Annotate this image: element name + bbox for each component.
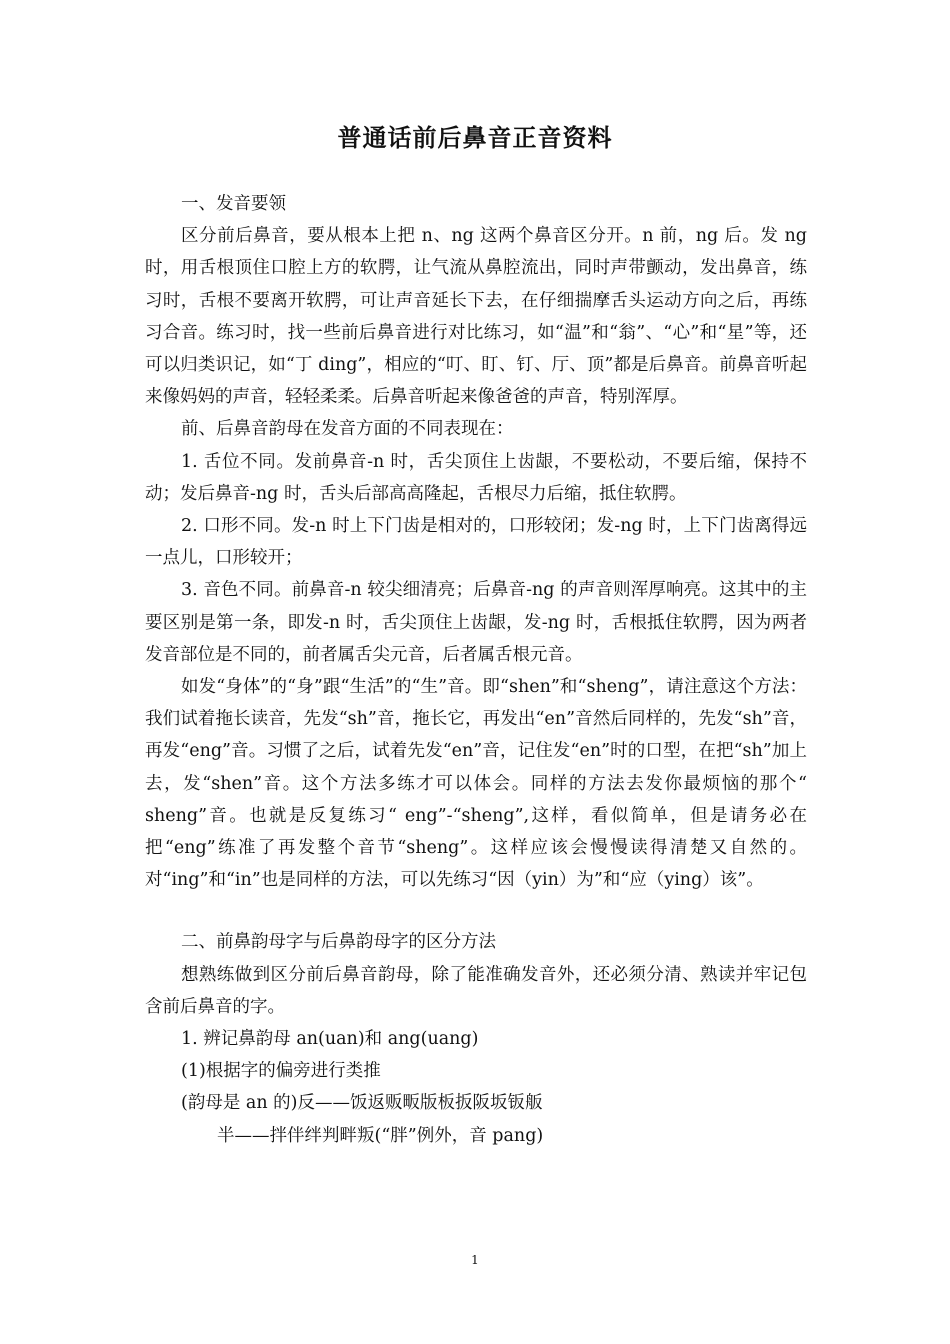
- document-body: [145, 188, 807, 1152]
- section1-heading: 一、发音要领: [181, 194, 286, 214]
- document-title: 普通话前后鼻音正音资料: [337, 124, 613, 152]
- section-spacer: [145, 896, 807, 926]
- section1-item-2: 2. 口形不同。发-n 时上下门齿是相对的，口形较闭；发-ng 时，上下门齿离得远一点儿，口形较开；: [145, 516, 807, 569]
- section2-item-1: 1. 辨记鼻韵母 an(uan)和 ang(uang): [181, 1029, 479, 1050]
- page-number: 1: [471, 1253, 479, 1267]
- section1-item-1: 1. 舌位不同。发前鼻音-n 时，舌尖顶住上齿龈，不要松动，不要后缩，保持不动；发后鼻音-ng 时，舌头后部高高隆起，舌根尽力后缩，抵住软腭。: [145, 451, 807, 504]
- section2-heading: 二、前鼻韵母字与后鼻韵母字的区分方法: [181, 932, 496, 953]
- section1-paragraph-3: 如发“身体”的“身”跟“生活”的“生”音。即“shen”和“sheng”，请注意这个方法：我们试着拖长读音，先发“sh”音，拖长它，再发出“en”音然后同样的，先发“sh”音，再发“eng”音。习惯了之后，试着先发“en”音，记住发“en”时的口型，在把“sh”加上去，发“shen”音。这个方法多练才可以体会。同样的方法去发你最烦恼的那个“ sheng”音。也就是反复练习“ eng”-“sheng”,这样，看似简单，但是请务必在把“eng”练准了再发整个音节“sheng”。这样应该会慢慢读得清楚又自然的。对“ing”和“in”也是同样的方法，可以先练习“因（yin）为”和“应（ying）该”。: [145, 677, 807, 891]
- section2-sub-3: 半——拌伴绊判畔叛(“胖”例外，音 pang): [217, 1125, 544, 1146]
- section1-item-3: 3. 音色不同。前鼻音-n 较尖细清亮；后鼻音-ng 的声音则浑厚响亮。这其中的主要区别是第一条，即发-n 时，舌尖顶住上齿龈，发-ng 时，舌根抵住软腭，因为两者发音部位是不同的，前者属舌尖元音，后者属舌根元音。: [145, 580, 807, 665]
- section2-sub-1: (1)根据字的偏旁进行类推: [181, 1061, 381, 1082]
- section2-sub-2: (韵母是 an 的)反——饭返贩畈版板扳阪坂钣舨: [181, 1093, 543, 1114]
- section1-paragraph-1: 区分前后鼻音，要从根本上把 n、ng 这两个鼻音区分开。n 前，ng 后。发 ng 时，用舌根顶住口腔上方的软腭，让气流从鼻腔流出，同时声带颤动，发出鼻音，练习时，舌根不要离开软腭，可让声音延长下去，在仔细揣摩舌头运动方向之后，再练习合音。练习时，找一些前后鼻音进行对比练习，如“温”和“翁”、“心”和“星”等，还可以归类识记，如“丁 ding”，相应的“叮、盯、钉、厅、顶”都是后鼻音。前鼻音听起来像妈妈的声音，轻轻柔柔。后鼻音听起来像爸爸的声音，特别浑厚。: [145, 226, 807, 408]
- section2-paragraph-1: 想熟练做到区分前后鼻音韵母，除了能准确发音外，还必须分清、熟读并牢记包含前后鼻音的字。: [145, 964, 807, 1017]
- section1-paragraph-2: 前、后鼻音韵母在发音方面的不同表现在：: [181, 419, 514, 440]
